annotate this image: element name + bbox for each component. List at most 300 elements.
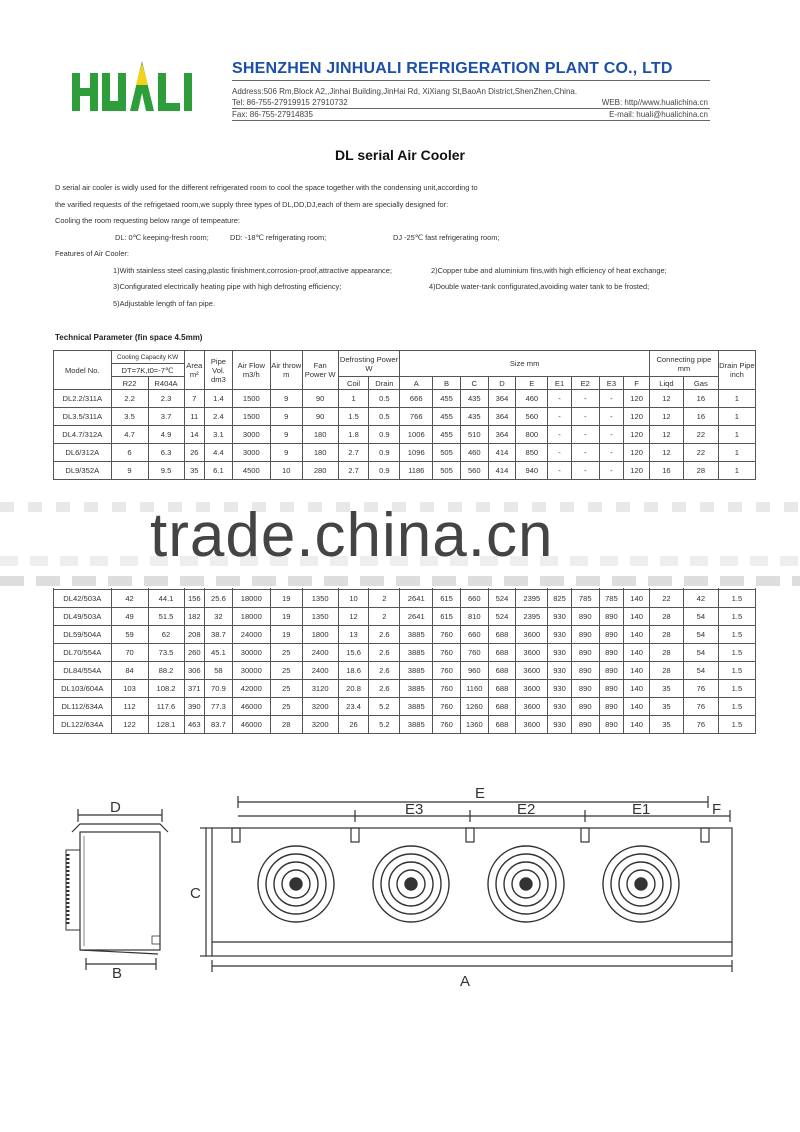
table-cell: 20.8 — [338, 680, 369, 698]
table-cell: 890 — [599, 698, 624, 716]
table-cell: 1800 — [302, 626, 338, 644]
dim-label-e2: E2 — [517, 801, 536, 818]
table-cell: 16 — [683, 390, 718, 408]
table-cell: 90 — [302, 390, 338, 408]
table-cell: 28 — [683, 462, 718, 480]
table-cell: 13 — [338, 626, 369, 644]
intro-line: Cooling the room requesting below range of tempeature: — [55, 216, 240, 225]
table-row — [54, 716, 756, 734]
table-cell: 890 — [571, 698, 599, 716]
col-drain: Drain — [369, 377, 400, 390]
col-e3: E3 — [599, 377, 624, 390]
table-cell: 180 — [302, 426, 338, 444]
table-cell: 414 — [488, 462, 516, 480]
table-cell: 128.1 — [148, 716, 184, 734]
table-cell: 800 — [516, 426, 548, 444]
table-cell: 460 — [516, 390, 548, 408]
col-e: E — [516, 377, 548, 390]
table-cell: 12 — [649, 390, 683, 408]
table-cell: 76 — [683, 680, 718, 698]
table-cell: 2.6 — [369, 626, 400, 644]
table-cell: - — [548, 444, 572, 462]
table-cell: 1260 — [460, 698, 488, 716]
table-cell: 960 — [460, 662, 488, 680]
dj-range: DJ -25℃ fast refrigerating room; — [393, 232, 500, 242]
table-cell: 54 — [683, 608, 718, 626]
table-cell: 0.9 — [369, 462, 400, 480]
table-cell: 3885 — [400, 644, 433, 662]
side-view — [66, 809, 168, 970]
table-cell: 1 — [718, 408, 755, 426]
model-cell: DL103/604A — [54, 680, 112, 698]
table-cell: 9 — [270, 390, 302, 408]
table-cell: 435 — [460, 408, 488, 426]
company-name: SHENZHEN JINHUALI REFRIGERATION PLANT CO., LTD — [232, 60, 673, 77]
table-cell: - — [571, 408, 599, 426]
table-cell: 1.5 — [718, 590, 755, 608]
table-row — [54, 426, 756, 444]
table-cell: 3.1 — [205, 426, 233, 444]
table-cell: 182 — [184, 608, 205, 626]
table-cell: 9.5 — [148, 462, 184, 480]
feature-item: 5)Adjustable length of fan pipe. — [113, 298, 215, 308]
col-b: B — [433, 377, 461, 390]
table-cell: 2.2 — [111, 390, 148, 408]
table-cell: 208 — [184, 626, 205, 644]
table-cell: 810 — [460, 608, 488, 626]
table-cell: 90 — [302, 408, 338, 426]
table-cell: 760 — [433, 626, 461, 644]
table-cell: 930 — [548, 680, 572, 698]
col-coil: Coil — [338, 377, 369, 390]
dim-label-c: C — [190, 885, 201, 902]
table-cell: 1.4 — [205, 390, 233, 408]
table-cell: 35 — [649, 698, 683, 716]
table-cell: 12 — [649, 408, 683, 426]
table-cell: 760 — [433, 680, 461, 698]
table-cell: 390 — [184, 698, 205, 716]
table-cell: - — [571, 462, 599, 480]
table-cell: 364 — [488, 390, 516, 408]
table-row — [54, 590, 756, 608]
page-title: DL serial Air Cooler — [335, 147, 465, 163]
table-cell: 26 — [338, 716, 369, 734]
table-row — [54, 644, 756, 662]
table-cell: 140 — [624, 590, 650, 608]
table-cell: 35 — [649, 680, 683, 698]
table-cell: 4.4 — [205, 444, 233, 462]
table-cell: 510 — [460, 426, 488, 444]
table-cell: 28 — [270, 716, 302, 734]
table-cell: 1.5 — [718, 644, 755, 662]
table-cell: 615 — [433, 608, 461, 626]
col-liqd: Liqd — [649, 377, 683, 390]
dim-label-b: B — [112, 965, 123, 982]
col-drain-pipe: Drain Pipe inch — [718, 351, 755, 390]
col-gas: Gas — [683, 377, 718, 390]
table-cell: 24000 — [232, 626, 270, 644]
table-cell: 15.6 — [338, 644, 369, 662]
table-cell: 890 — [571, 680, 599, 698]
table-cell: 59 — [111, 626, 148, 644]
col-connecting-pipe: Connecting pipe mm — [649, 351, 718, 377]
temperature-ranges — [55, 233, 755, 250]
table-cell: 3885 — [400, 716, 433, 734]
table-cell: 260 — [184, 644, 205, 662]
table-cell: 83.7 — [205, 716, 233, 734]
table-cell: 766 — [400, 408, 433, 426]
table-cell: 103 — [111, 680, 148, 698]
table-cell: 9 — [111, 462, 148, 480]
table-cell: 930 — [548, 626, 572, 644]
model-cell: DL6/312A — [54, 444, 112, 462]
table-cell: 140 — [624, 662, 650, 680]
table-cell: 18000 — [232, 608, 270, 626]
table-cell: 890 — [571, 662, 599, 680]
table-cell: - — [548, 408, 572, 426]
features-heading: Features of Air Cooler: — [55, 249, 129, 258]
table-cell: 1186 — [400, 462, 433, 480]
table-cell: 455 — [433, 390, 461, 408]
table-cell: 1 — [338, 390, 369, 408]
header-divider — [232, 120, 710, 121]
table-cell: 1.5 — [718, 698, 755, 716]
feature-item: 4)Double water-tank configurated,avoiding water tank to be frosted; — [429, 282, 650, 291]
table-cell: 890 — [571, 626, 599, 644]
table-cell: 9 — [270, 426, 302, 444]
table-cell: 890 — [599, 662, 624, 680]
model-cell: DL49/503A — [54, 608, 112, 626]
table-cell: 19 — [270, 608, 302, 626]
table-cell: 760 — [460, 644, 488, 662]
dimension-drawing — [0, 780, 800, 1000]
table-cell: 1160 — [460, 680, 488, 698]
table-cell: 11 — [184, 408, 205, 426]
table-cell: 890 — [599, 644, 624, 662]
table-cell: 108.2 — [148, 680, 184, 698]
table-cell: 3600 — [516, 644, 548, 662]
table-cell: 505 — [433, 462, 461, 480]
table-cell: 1350 — [302, 590, 338, 608]
table-cell: 688 — [488, 644, 516, 662]
dim-label-e3: E3 — [405, 801, 424, 818]
table-cell: 76 — [683, 716, 718, 734]
table-cell: - — [571, 390, 599, 408]
table-cell: 1.5 — [338, 408, 369, 426]
col-r404a: R404A — [148, 377, 184, 390]
table-cell: - — [599, 408, 624, 426]
col-a: A — [400, 377, 433, 390]
table-cell: - — [599, 444, 624, 462]
col-r22: R22 — [111, 377, 148, 390]
table-cell: - — [571, 444, 599, 462]
table-cell: 306 — [184, 662, 205, 680]
page-header — [0, 0, 800, 130]
table-cell: 120 — [624, 390, 650, 408]
table-cell: 890 — [599, 716, 624, 734]
table-cell: 850 — [516, 444, 548, 462]
table-cell: 688 — [488, 680, 516, 698]
table-cell: 1096 — [400, 444, 433, 462]
table-cell: 3.7 — [148, 408, 184, 426]
table-body-bottom — [54, 572, 756, 734]
table-cell: 3.5 — [111, 408, 148, 426]
col-pipe-vol: Pipe Vol. dm3 — [205, 351, 233, 390]
table-cell: 140 — [624, 626, 650, 644]
table-cell: 42 — [683, 590, 718, 608]
dim-label-a: A — [460, 973, 471, 990]
table-row — [54, 698, 756, 716]
col-size: Size mm — [400, 351, 650, 377]
table-cell: 560 — [516, 408, 548, 426]
table-cell: 5.2 — [369, 716, 400, 734]
header-divider — [232, 108, 710, 109]
table-cell: 890 — [599, 608, 624, 626]
table-cell: 3600 — [516, 716, 548, 734]
table-cell: 58 — [205, 662, 233, 680]
table-cell: 364 — [488, 408, 516, 426]
intro-text — [55, 183, 755, 315]
table-cell: 16 — [683, 408, 718, 426]
table-cell: 120 — [624, 408, 650, 426]
table-cell: 455 — [433, 408, 461, 426]
table-cell: 890 — [571, 608, 599, 626]
feature-item: 1)With stainless steel casing,plastic finishment,corrosion-proof,attractive appearance; — [113, 265, 392, 275]
table-cell: 2400 — [302, 644, 338, 662]
model-cell: DL112/634A — [54, 698, 112, 716]
table-cell: 666 — [400, 390, 433, 408]
table-cell: 49 — [111, 608, 148, 626]
table-cell: 460 — [460, 444, 488, 462]
table-row — [54, 390, 756, 408]
col-fan-power: Fan Power W — [302, 351, 338, 390]
table-cell: - — [599, 462, 624, 480]
table-cell: 10 — [270, 462, 302, 480]
col-e1: E1 — [548, 377, 572, 390]
table-cell: 22 — [683, 426, 718, 444]
table-cell: 3885 — [400, 680, 433, 698]
table-cell: - — [548, 390, 572, 408]
table-cell: 70 — [111, 644, 148, 662]
table-row — [54, 662, 756, 680]
col-air-flow: Air Flow m3/h — [232, 351, 270, 390]
model-cell: DL70/554A — [54, 644, 112, 662]
table-cell: 785 — [599, 590, 624, 608]
table-cell: 760 — [433, 662, 461, 680]
table-cell: 38.7 — [205, 626, 233, 644]
table-cell: 1360 — [460, 716, 488, 734]
table-row — [54, 408, 756, 426]
table-cell: 3600 — [516, 662, 548, 680]
table-cell: 1.5 — [718, 680, 755, 698]
dim-label-d: D — [110, 799, 121, 816]
table-cell: 16 — [649, 462, 683, 480]
table-cell: 1500 — [232, 390, 270, 408]
model-cell: DL9/352A — [54, 462, 112, 480]
table-cell: 6.1 — [205, 462, 233, 480]
table-cell: 26 — [184, 444, 205, 462]
table-cell: 12 — [649, 444, 683, 462]
dl-range: DL: 0℃ keeping-fresh room; — [115, 232, 209, 242]
dim-label-e: E — [475, 785, 486, 802]
table-cell: 785 — [571, 590, 599, 608]
table-cell: 688 — [488, 716, 516, 734]
model-cell: DL4.7/312A — [54, 426, 112, 444]
table-cell: 660 — [460, 590, 488, 608]
table-cell: 930 — [548, 698, 572, 716]
dim-label-f: F — [712, 801, 722, 818]
table-cell: 0.9 — [369, 426, 400, 444]
table-cell: 3120 — [302, 680, 338, 698]
table-row — [54, 462, 756, 480]
table-cell: 3885 — [400, 662, 433, 680]
feature-line — [55, 266, 755, 283]
table-cell: 25 — [270, 644, 302, 662]
table-cell: 760 — [433, 644, 461, 662]
col-d: D — [488, 377, 516, 390]
table-cell: 2400 — [302, 662, 338, 680]
table-cell: 1.5 — [718, 626, 755, 644]
table-cell: 463 — [184, 716, 205, 734]
table-cell: 4.7 — [111, 426, 148, 444]
table-cell: - — [599, 390, 624, 408]
company-address: Address:506 Rm,Block A2,,Jinhai Building,JinHai Rd, XiXiang St,BaoAn District,ShenZhen,China. — [232, 87, 578, 96]
table-cell: 120 — [624, 462, 650, 480]
table-cell: 120 — [624, 444, 650, 462]
table-cell: 32 — [205, 608, 233, 626]
table-cell: 140 — [624, 680, 650, 698]
table-cell: 77.3 — [205, 698, 233, 716]
col-area: Area m² — [184, 351, 205, 390]
table-cell: 28 — [649, 644, 683, 662]
model-cell: DL84/554A — [54, 662, 112, 680]
table-cell: 6.3 — [148, 444, 184, 462]
model-cell: DL59/504A — [54, 626, 112, 644]
table-row — [54, 608, 756, 626]
table-cell: 435 — [460, 390, 488, 408]
table-cell: 7 — [184, 390, 205, 408]
table-cell: 112 — [111, 698, 148, 716]
table-row — [54, 626, 756, 644]
table-cell: 930 — [548, 608, 572, 626]
table-cell: 760 — [433, 716, 461, 734]
table-row — [54, 680, 756, 698]
company-logo — [70, 55, 210, 117]
table-cell: 660 — [460, 626, 488, 644]
table-cell: 2 — [369, 608, 400, 626]
col-dt: DT=7K,t0=-7℃ — [111, 364, 184, 377]
table-cell: 28 — [649, 608, 683, 626]
table-cell: 14 — [184, 426, 205, 444]
table-cell: 930 — [548, 716, 572, 734]
table-row — [54, 444, 756, 462]
table-cell: 2395 — [516, 590, 548, 608]
table-cell: 3200 — [302, 716, 338, 734]
feature-item: 3)Configurated electrically heating pipe with high defrosting efficiency; — [113, 282, 342, 291]
table-cell: 688 — [488, 626, 516, 644]
company-telephone: Tel: 86-755-27919915 27910732 — [232, 98, 348, 107]
table-cell: 18.6 — [338, 662, 369, 680]
watermark-text: trade.china.cn — [150, 501, 554, 570]
model-cell: DL122/634A — [54, 716, 112, 734]
col-capacity: Cooling Capacity KW — [111, 351, 184, 364]
table-cell: 4.9 — [148, 426, 184, 444]
company-fax: Fax: 86-755-27914835 — [232, 110, 313, 119]
table-cell: 930 — [548, 644, 572, 662]
table-cell: 22 — [649, 590, 683, 608]
col-e2: E2 — [571, 377, 599, 390]
table-cell: 825 — [548, 590, 572, 608]
table-cell: 51.5 — [148, 608, 184, 626]
table-cell: 44.1 — [148, 590, 184, 608]
table-cell: 688 — [488, 662, 516, 680]
table-cell: 42 — [111, 590, 148, 608]
table-cell: 1.5 — [718, 608, 755, 626]
table-cell: 2.7 — [338, 462, 369, 480]
dd-range: DD: -18℃ refrigerating room; — [230, 232, 327, 242]
company-website: WEB: http//www.hualichina.cn — [601, 98, 708, 107]
model-cell: DL42/503A — [54, 590, 112, 608]
table-cell: 28 — [649, 662, 683, 680]
table-cell: 117.6 — [148, 698, 184, 716]
table-cell: - — [548, 462, 572, 480]
table-cell: 1 — [718, 444, 755, 462]
table-cell: 890 — [571, 644, 599, 662]
table-cell: 3600 — [516, 626, 548, 644]
dim-label-e1: E1 — [632, 801, 651, 818]
table-title: Technical Parameter (fin space 4.5mm) — [55, 333, 203, 342]
table-cell: 25 — [270, 698, 302, 716]
table-cell: 2.6 — [369, 680, 400, 698]
table-cell: 156 — [184, 590, 205, 608]
table-cell: 524 — [488, 608, 516, 626]
table-cell: 3600 — [516, 698, 548, 716]
table-cell: 1.5 — [718, 662, 755, 680]
table-cell: 9 — [270, 444, 302, 462]
table-cell: 25.6 — [205, 590, 233, 608]
feature-item: 2)Copper tube and aluminium fins,with high efficiency of heat exchange; — [431, 265, 667, 275]
col-f: F — [624, 377, 650, 390]
table-cell: 140 — [624, 698, 650, 716]
table-cell: 688 — [488, 698, 516, 716]
table-cell: 2641 — [400, 608, 433, 626]
table-cell: 73.5 — [148, 644, 184, 662]
model-cell: DL2.2/311A — [54, 390, 112, 408]
table-cell: 2.7 — [338, 444, 369, 462]
table-cell: 505 — [433, 444, 461, 462]
table-cell: 4500 — [232, 462, 270, 480]
table-cell: 1 — [718, 426, 755, 444]
table-cell: 0.5 — [369, 390, 400, 408]
table-cell: 1006 — [400, 426, 433, 444]
table-cell: 0.5 — [369, 408, 400, 426]
table-cell: 371 — [184, 680, 205, 698]
company-email: E-mail: huali@hualichina.cn — [609, 110, 708, 119]
table-cell: 88.2 — [148, 662, 184, 680]
table-cell: 3885 — [400, 698, 433, 716]
table-cell: 3885 — [400, 626, 433, 644]
table-cell: 890 — [599, 626, 624, 644]
table-cell: 22 — [683, 444, 718, 462]
intro-line: the varified requests of the refrigetaed room,we supply three types of DL,DD,DJ,each of them are specially designed for: — [55, 199, 449, 209]
table-cell: 30000 — [232, 644, 270, 662]
table-cell: 3600 — [516, 680, 548, 698]
table-cell: 1.5 — [718, 716, 755, 734]
table-cell: 19 — [270, 590, 302, 608]
table-cell: 10 — [338, 590, 369, 608]
table-cell: 6 — [111, 444, 148, 462]
table-cell: 940 — [516, 462, 548, 480]
